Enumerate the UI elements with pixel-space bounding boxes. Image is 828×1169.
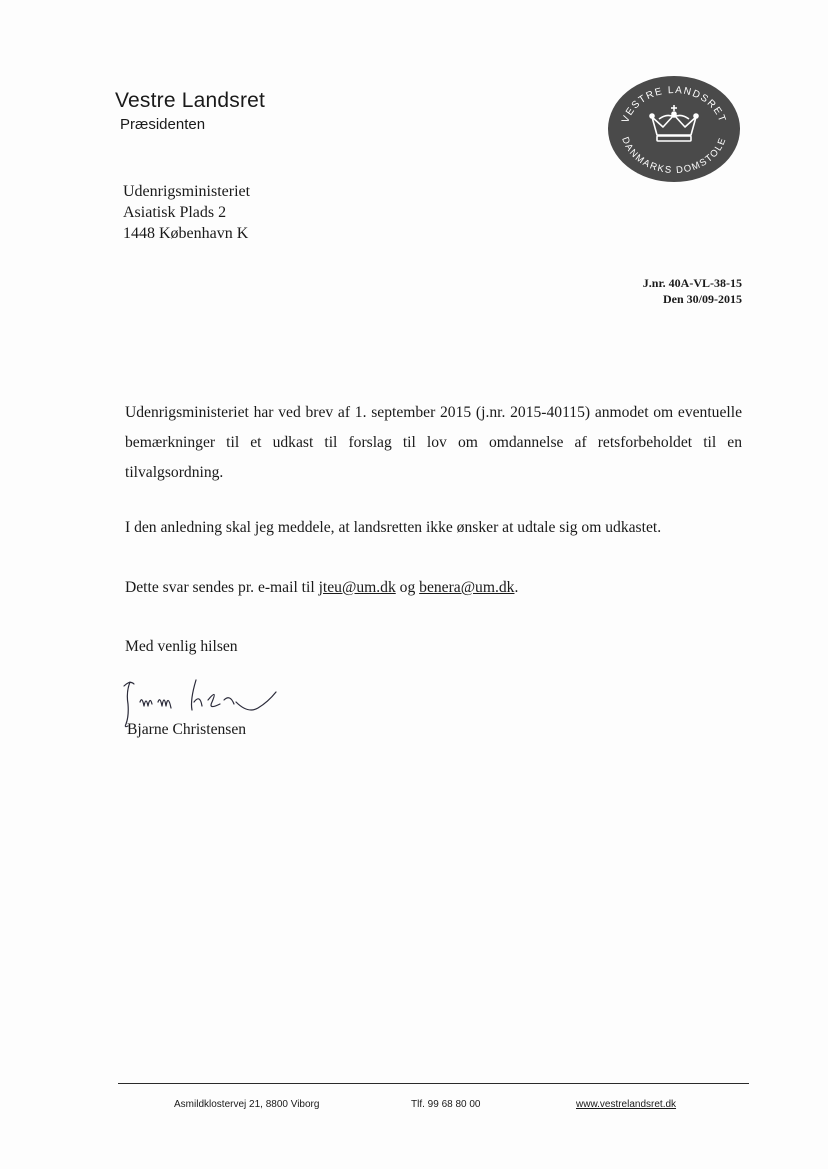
journal-number: J.nr. 40A-VL-38-15 <box>642 276 742 290</box>
seal-bottom-text: DANMARKS DOMSTOLE <box>619 135 729 177</box>
footer-website-link[interactable]: www.vestrelandsret.dk <box>576 1099 677 1110</box>
body-paragraph-email <box>125 573 742 603</box>
reference-block <box>643 275 742 307</box>
footer-phone: Tlf. 99 68 80 00 <box>411 1099 481 1110</box>
recipient-city: 1448 København K <box>123 225 249 242</box>
email-prefix: Dette svar sendes pr. e-mail til <box>125 579 319 596</box>
seal-top-text: VESTRE LANDSRET <box>620 84 728 125</box>
email-middle: og <box>395 579 420 596</box>
email-link-benera[interactable]: benera@um.dk <box>419 579 515 596</box>
recipient-street: Asiatisk Plads 2 <box>123 204 227 221</box>
body-paragraph-response: I den anledning skal jeg meddele, at landsretten ikke ønsker at udtale sig om udkastet. <box>125 519 662 536</box>
body-paragraph-request: Udenrigsministeriet har ved brev af 1. september 2015 (j.nr. 2015-40115) anmodet om eventuelle bemærkninger til et udkast til forslag til lov om omdannelse af retsforbeholdet til en tilvalgsordning. <box>125 404 742 481</box>
recipient-address <box>123 181 250 244</box>
footer-divider <box>118 1083 749 1084</box>
letter-date: Den 30/09-2015 <box>663 292 742 306</box>
signer-name: Bjarne Christensen <box>127 721 247 738</box>
footer-address: Asmildklostervej 21, 8800 Viborg <box>174 1099 320 1110</box>
court-office: Præsidenten <box>120 116 206 133</box>
email-suffix: . <box>514 579 519 596</box>
court-name: Vestre Landsret <box>115 89 266 112</box>
closing-greeting: Med venlig hilsen <box>125 638 238 655</box>
email-link-jteu[interactable]: jteu@um.dk <box>318 579 396 596</box>
recipient-name: Udenrigsministeriet <box>123 183 251 200</box>
court-seal <box>607 75 741 183</box>
